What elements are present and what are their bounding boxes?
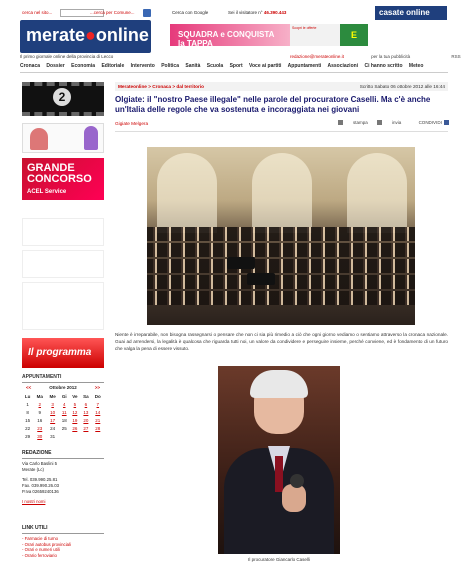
- concorso-title: GRANDE CONCORSO: [27, 162, 92, 185]
- nav-meteo[interactable]: Meteo: [408, 63, 424, 69]
- nav-editoriale[interactable]: Editoriale: [101, 63, 125, 69]
- nav-ci-hanno-scritto[interactable]: Ci hanno scritto: [364, 63, 403, 69]
- calendar-prev-button[interactable]: <<: [26, 385, 32, 390]
- print-icon: [338, 120, 343, 125]
- arch-shape: [157, 153, 217, 233]
- calendar: [22, 382, 104, 440]
- redazione-box: [22, 458, 104, 505]
- redazione-fax: Fax. 039.990.26.03: [22, 483, 60, 488]
- staff-link[interactable]: I nostri nomi: [22, 499, 46, 504]
- calendar-day-link[interactable]: 26: [72, 425, 78, 431]
- link-item[interactable]: - Orari e numeri utili: [22, 547, 60, 553]
- site-search-label[interactable]: cerca nel sito...: [22, 10, 53, 15]
- nav-intervento[interactable]: Intervento: [130, 63, 155, 69]
- hand-shape: [282, 484, 306, 512]
- calendar-day-link[interactable]: 10: [50, 409, 56, 415]
- calendar-day-link[interactable]: 3: [51, 401, 54, 407]
- camera-shape: [247, 273, 275, 285]
- calendar-next-button[interactable]: >>: [94, 385, 100, 390]
- send-label: invia: [392, 120, 402, 125]
- nav-associazioni[interactable]: Associazioni: [327, 63, 359, 69]
- banner-offers[interactable]: Scopri le offerte: [290, 24, 340, 46]
- calendar-day: 16: [37, 417, 43, 423]
- advert-link[interactable]: per la tua pubblicità: [371, 54, 411, 59]
- calendar-day: 25: [61, 425, 67, 431]
- share-bar: [330, 120, 449, 125]
- calendar-day-link[interactable]: 28: [95, 425, 101, 431]
- calendar-day: [80, 432, 91, 440]
- calendar-day: 31: [50, 433, 56, 439]
- email-link[interactable]: redazione@merateonline.it: [290, 54, 344, 59]
- nav-politica[interactable]: Politica: [161, 63, 179, 69]
- crowd-row: [147, 243, 415, 257]
- crowd-row: [147, 275, 415, 289]
- calendar-day-link[interactable]: 6: [84, 401, 88, 407]
- tie-shape: [275, 456, 283, 492]
- redazione-tel: Tel. 039.990.25.81: [22, 477, 58, 482]
- article-body: Niente è irreparabile, non bisogna rassegnarsi o pensare che non ci sia più rimedio a ciò che ogni giorno vediamo o sentiamo attraverso la cronaca nazionale. Guai ad arrendersi, la legalità è qualcosa che riguarda tutti noi, un valore da condividere e perseguire insieme, perché conviene, ed è fondamento di un futuro che valga la pena di essere vissuto.: [115, 332, 448, 351]
- calendar-day-link[interactable]: 19: [72, 417, 78, 423]
- calendar-day: [59, 432, 69, 440]
- arch-shape: [252, 153, 312, 233]
- article-headline: Olgiate: il "nostro Paese illegale" nelle parole del procuratore Caselli. Ma c'è anche un'Italia delle regole che va sostenuta e incoraggiata nei giovani: [115, 95, 431, 114]
- hair-shape: [250, 370, 308, 398]
- calendar-month: Ottobre 2012: [49, 385, 77, 390]
- film-countdown-number: 2: [53, 88, 71, 106]
- logo-text-a: merate: [26, 25, 86, 45]
- calendar-day-header: Do: [94, 393, 101, 399]
- calendar-day-link[interactable]: 5: [73, 401, 77, 407]
- microphone-icon: [290, 474, 304, 488]
- nav-voce-ai-partiti[interactable]: Voce ai partiti: [249, 63, 282, 69]
- nav-sport[interactable]: Sport: [229, 63, 243, 69]
- calendar-day-header: Gi: [61, 393, 67, 399]
- ad-slot: [22, 218, 104, 246]
- calendar-day-link[interactable]: 7: [96, 401, 100, 407]
- calendar-day-link[interactable]: 20: [83, 417, 89, 423]
- calendar-day-link[interactable]: 30: [37, 433, 43, 439]
- concorso-banner[interactable]: [22, 158, 104, 200]
- calendar-day-header: Ma: [36, 393, 43, 399]
- comune-search-label[interactable]: ...cerca per Comune...: [90, 10, 135, 15]
- nav-dossier[interactable]: Dossier: [46, 63, 65, 69]
- print-button[interactable]: [338, 120, 368, 125]
- article-date: Scritto Sabato 06 ottobre 2012 alle 16:44: [359, 84, 445, 89]
- nav-scuola[interactable]: Scuola: [206, 63, 224, 69]
- calendar-day-link[interactable]: 14: [95, 409, 101, 415]
- crowd-row: [147, 227, 415, 241]
- nav-economia[interactable]: Economia: [71, 63, 96, 69]
- calendar-day-link[interactable]: 2: [38, 401, 42, 407]
- google-search-label[interactable]: Cerca con Google: [172, 10, 209, 15]
- camera-shape: [227, 257, 255, 269]
- redazione-address1: Via Carlo Baslini 5: [22, 461, 58, 466]
- article-photo-portrait: [218, 366, 340, 554]
- links-title: LINK UTILI: [22, 525, 48, 531]
- calendar-day-header: Lu: [24, 393, 31, 399]
- calendar-day-link[interactable]: 27: [83, 425, 89, 431]
- nav-sanita[interactable]: Sanità: [185, 63, 201, 69]
- share-label: CONDIVIDI: [418, 120, 442, 125]
- merateonline-logo[interactable]: [20, 20, 151, 53]
- breadcrumb: [115, 82, 448, 91]
- calendar-grid: [22, 392, 104, 440]
- redazione-piva: P.Iva 02659240136: [22, 489, 59, 494]
- calendar-day-header: Me: [49, 393, 56, 399]
- calendar-day-header: Ve: [72, 393, 78, 399]
- calendar-day: 9: [38, 409, 42, 415]
- calendar-day-link[interactable]: 4: [62, 401, 66, 407]
- calendar-day: 18: [61, 417, 67, 423]
- calendar-day: 24: [50, 425, 56, 431]
- link-item[interactable]: - Orari autobus provinciali: [22, 541, 71, 547]
- ad-slot: [22, 250, 104, 278]
- mail-icon: [377, 120, 382, 125]
- nav-cronaca[interactable]: Cronaca: [20, 63, 41, 69]
- calendar-day: [92, 432, 104, 440]
- share-button[interactable]: [411, 120, 449, 125]
- calendar-day-link[interactable]: 23: [37, 425, 43, 431]
- calendar-day: 29: [25, 433, 31, 439]
- visitor-counter-label: Sei il visitatore n°: [228, 10, 263, 15]
- breadcrumb-links[interactable]: Merateonline > Cronaca > dal territorio: [118, 84, 204, 89]
- calendar-day: [69, 432, 80, 440]
- calendar-header: [22, 383, 104, 392]
- banner-squadra[interactable]: SQUADRA e CONQUISTA la TAPPA: [170, 24, 290, 46]
- casate-online-logo[interactable]: casate online: [375, 6, 447, 20]
- nav-appuntamenti[interactable]: Appuntamenti: [287, 63, 322, 69]
- link-item[interactable]: - Orario ferroviario: [22, 552, 57, 558]
- print-label: stampa: [353, 120, 368, 125]
- calendar-day: 15: [25, 417, 31, 423]
- arch-shape: [347, 153, 407, 233]
- calendar-day-link[interactable]: 17: [50, 417, 56, 423]
- concorso-sub: ACEL Service: [27, 189, 67, 195]
- links-list: [22, 533, 104, 558]
- programma-banner[interactable]: Il programma: [22, 338, 104, 368]
- article-photo-audience: [147, 147, 415, 325]
- main-nav: [20, 63, 448, 73]
- calendar-title: APPUNTAMENTI: [22, 374, 62, 380]
- cartoon-figure-icon: [30, 128, 48, 150]
- redazione-title: REDAZIONE: [22, 450, 52, 456]
- calendar-day: 22: [25, 425, 31, 431]
- calendar-day-header: Sa: [83, 393, 89, 399]
- calendar-day-link[interactable]: 21: [95, 417, 101, 423]
- crowd-row: [147, 291, 415, 305]
- crowd-row: [147, 259, 415, 273]
- divider: [115, 131, 448, 132]
- banner-green[interactable]: E: [340, 24, 368, 46]
- cartoon-figure-icon: [84, 126, 98, 150]
- facebook-icon: [444, 120, 449, 125]
- calendar-day-link[interactable]: 12: [72, 409, 78, 415]
- logo-dot-icon: ●: [85, 25, 96, 45]
- calendar-day: 1: [26, 401, 29, 407]
- calendar-day: 8: [26, 409, 29, 415]
- article-author: Gigiate Melgera: [115, 121, 149, 126]
- link-item[interactable]: - Farmacie di turno: [22, 536, 59, 541]
- redazione-address2: Merate (Lc): [22, 467, 44, 472]
- site-tagline: Il primo giornale online della provincia di Lecco: [20, 54, 114, 59]
- rss-link[interactable]: RSS: [451, 54, 461, 59]
- send-button[interactable]: [377, 120, 401, 125]
- logo-text-b: online: [95, 25, 149, 45]
- search-go-icon[interactable]: [143, 9, 151, 17]
- header-links: [290, 54, 461, 59]
- ad-slot: [22, 282, 104, 330]
- calendar-day-link[interactable]: 13: [83, 409, 89, 415]
- visitor-counter-value: 46.390.443: [263, 10, 287, 15]
- visitor-counter: [228, 10, 286, 15]
- calendar-day-link[interactable]: 11: [61, 409, 67, 415]
- photo-caption: Il procuratore Giancarlo Caselli: [248, 557, 310, 562]
